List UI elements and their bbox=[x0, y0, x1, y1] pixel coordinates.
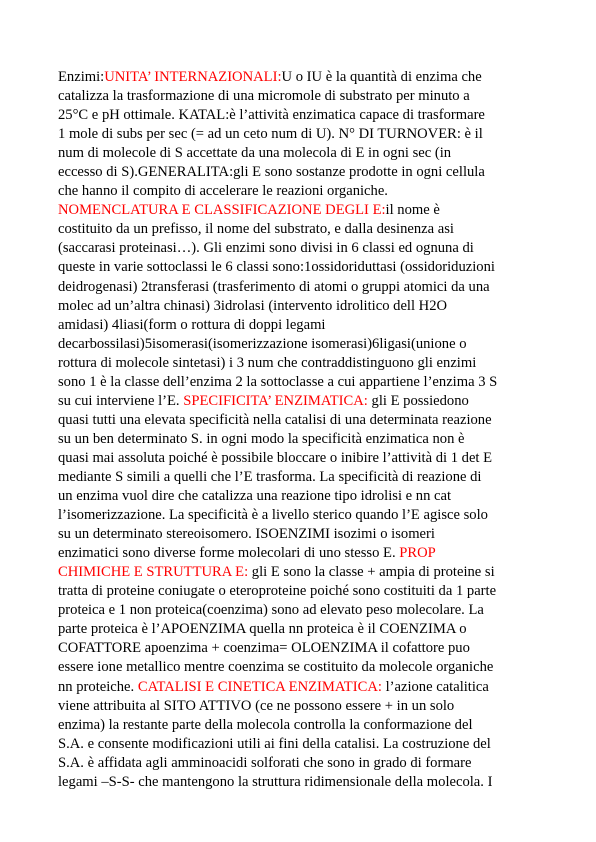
text-line bbox=[58, 582, 542, 601]
text-line bbox=[58, 106, 542, 125]
body-text: 1 mole di subs per sec (= ad un ceto num di U). N° DI TURNOVER: è il bbox=[58, 126, 483, 143]
body-text: viene attribuita al SITO ATTIVO (ce ne possono essere + in un solo bbox=[58, 697, 455, 714]
body-text: 25°C e pH ottimale. KATAL:è l’attività enzimatica capace di trasformare bbox=[58, 107, 485, 124]
body-text: gli E possiedono bbox=[367, 392, 469, 409]
body-text: sono 1 è la classe dell’enzima 2 la sottoclasse a cui appartiene l’enzima 3 S bbox=[58, 373, 498, 390]
section-heading: SPECIFICITA’ ENZIMATICA: bbox=[183, 392, 368, 409]
text-line bbox=[58, 639, 542, 658]
body-text: decarbossilasi)5isomerasi(isomerizzazione isomerasi)6ligasi(unione o bbox=[58, 335, 467, 352]
body-text: quasi tutti una elevata specificità nella catalisi di una determinata reazione bbox=[58, 411, 492, 428]
text-line bbox=[58, 163, 542, 182]
body-text: rottura di molecole sintetasi) i 3 num che contraddistinguono gli enzimi bbox=[58, 354, 477, 371]
body-text: costituito da un prefisso, il nome del substrato, e dalla desinenza asi bbox=[58, 221, 454, 238]
section-heading: PROP bbox=[399, 545, 436, 562]
body-text: queste in varie sottoclassi le 6 classi sono:1ossidoriduttasi (ossidoriduzioni bbox=[58, 259, 495, 276]
body-text: (saccarasi proteinasi…). Gli enzimi sono divisi in 6 classi ed ognuna di bbox=[58, 240, 474, 257]
text-line bbox=[58, 354, 542, 373]
body-text: su un ben determinato S. in ogni modo la specificità enzimatica non è bbox=[58, 430, 465, 447]
body-text: amidasi) 4liasi(form o rottura di doppi legami bbox=[58, 316, 326, 333]
body-text: num di molecole di S accettate da una molecola di E in ogni sec (in bbox=[58, 145, 452, 162]
body-text: un enzima vuol dire che catalizza una reazione tipo idrolisi e nn cat bbox=[58, 488, 452, 505]
text-line bbox=[58, 449, 542, 468]
text-line bbox=[58, 182, 542, 201]
text-line bbox=[58, 335, 542, 354]
text-line bbox=[58, 468, 542, 487]
section-heading: CHIMICHE E STRUTTURA E: bbox=[58, 564, 249, 581]
text-line bbox=[58, 773, 542, 792]
section-heading: NOMENCLATURA E CLASSIFICAZIONE DEGLI E: bbox=[58, 202, 386, 219]
body-text: l’azione catalitica bbox=[381, 678, 489, 695]
body-text: quasi mai assoluta poiché è possibile bloccare o inibire l’attività di 1 det E bbox=[58, 449, 493, 466]
text-line bbox=[58, 258, 542, 277]
text-line bbox=[58, 620, 542, 639]
body-text: il nome è bbox=[385, 202, 440, 219]
text-line bbox=[58, 658, 542, 677]
body-text: parte proteica è l’APOENZIMA quella nn proteica è il COENZIMA o bbox=[58, 621, 467, 638]
text-line bbox=[58, 278, 542, 297]
text-line bbox=[58, 697, 542, 716]
text-line bbox=[58, 563, 542, 582]
body-text: enzimatici sono diverse forme molecolari di uno stesso E. bbox=[58, 545, 400, 562]
body-text: mediante S simili a quelli che l’E trasforma. La specificità di reazione di bbox=[58, 468, 482, 485]
body-text: S.A. è affidata agli amminoacidi solforati che sono in grado di formare bbox=[58, 754, 472, 771]
text-line bbox=[58, 392, 542, 411]
text-line bbox=[58, 220, 542, 239]
document-body bbox=[58, 68, 542, 792]
text-line bbox=[58, 544, 542, 563]
text-line bbox=[58, 125, 542, 144]
body-text: S.A. e consente modificazioni utili ai fini della catalisi. La costruzione del bbox=[58, 735, 491, 752]
body-text: legami –S-S- che mantengono la struttura ridimensionale della molecola. I bbox=[58, 773, 493, 790]
text-line bbox=[58, 373, 542, 392]
body-text: su cui interviene l’E. bbox=[58, 392, 184, 409]
text-line bbox=[58, 525, 542, 544]
body-text: U o IU è la quantità di enzima che bbox=[281, 69, 482, 85]
text-line bbox=[58, 316, 542, 335]
body-text: su un determinato stereoisomero. ISOENZIMI isozimi o isomeri bbox=[58, 526, 435, 543]
body-text: COFATTORE apoenzima + coenzima= OLOENZIMA il cofattore puo bbox=[58, 640, 470, 657]
text-line bbox=[58, 716, 542, 735]
body-text: tratta di proteine coniugate o eteroproteine poiché sono costituiti da 1 parte bbox=[58, 583, 497, 600]
body-text: molec ad un’altra chinasi) 3idrolasi (intervento idrolitico dell H2O bbox=[58, 297, 448, 314]
text-line bbox=[58, 411, 542, 430]
body-text: gli E sono la classe + ampia di proteine si bbox=[248, 564, 495, 581]
body-text: l’isomerizzazione. La specificità è a livello sterico quando l’E agisce solo bbox=[58, 507, 488, 524]
text-line bbox=[58, 430, 542, 449]
text-line bbox=[58, 487, 542, 506]
body-text: essere ione metallico mentre coenzima se costituito da molecole organiche bbox=[58, 659, 494, 676]
text-line bbox=[58, 601, 542, 620]
body-text: eccesso di S).GENERALITA:gli E sono sostanze prodotte in ogni cellula bbox=[58, 164, 485, 181]
body-text: Enzimi: bbox=[58, 69, 105, 85]
text-line bbox=[58, 87, 542, 106]
body-text: che hanno il compito di accelerare le reazioni organiche. bbox=[58, 183, 388, 200]
body-text: deidrogenasi) 2transferasi (trasferimento di atomi o gruppi atomici da una bbox=[58, 278, 490, 295]
text-line bbox=[58, 735, 542, 754]
section-heading: CATALISI E CINETICA ENZIMATICA: bbox=[137, 678, 382, 695]
body-text: catalizza la trasformazione di una micromole di substrato per minuto a bbox=[58, 88, 470, 105]
text-line bbox=[58, 68, 542, 87]
section-heading: UNITA’ INTERNAZIONALI: bbox=[104, 69, 282, 85]
text-line bbox=[58, 297, 542, 316]
text-line bbox=[58, 144, 542, 163]
body-text: proteica e 1 non proteica(coenzima) sono ad elevato peso molecolare. La bbox=[58, 602, 484, 619]
body-text: enzima) la restante parte della molecola controlla la conformazione del bbox=[58, 716, 473, 733]
text-line bbox=[58, 754, 542, 773]
text-line bbox=[58, 201, 542, 220]
text-line bbox=[58, 678, 542, 697]
body-text: nn proteiche. bbox=[58, 678, 138, 695]
text-line bbox=[58, 239, 542, 258]
text-line bbox=[58, 506, 542, 525]
